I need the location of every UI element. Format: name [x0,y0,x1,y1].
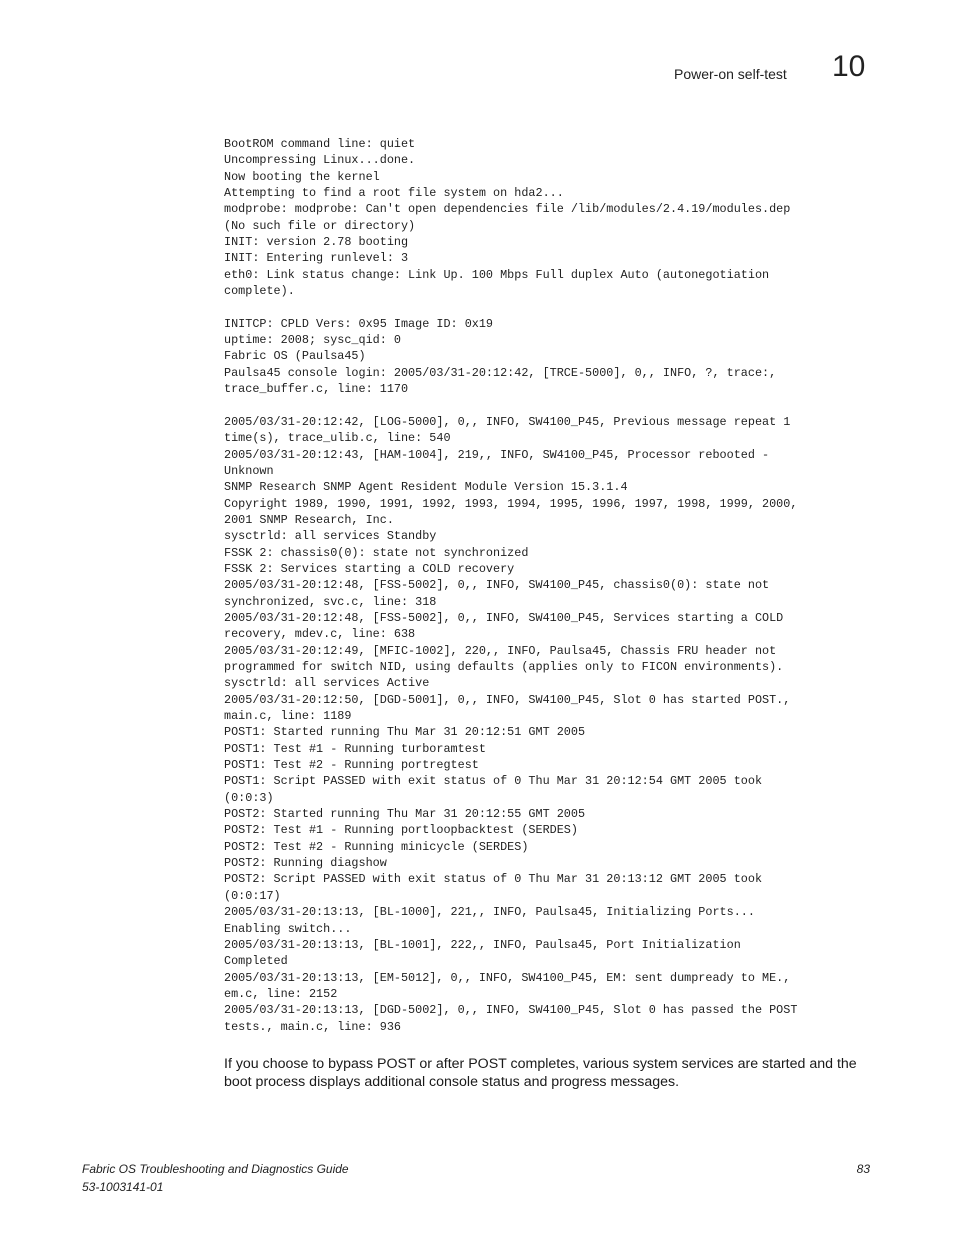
console-line: main.c, line: 1189 [224,709,352,724]
console-line: 2001 SNMP Research, Inc. [224,512,394,527]
console-line: 2005/03/31-20:12:48, [FSS-5002], 0,, INFO, SW4100_P45, chassis0(0): state not [224,578,770,593]
console-output [224,136,874,1035]
console-line: trace_buffer.c, line: 1170 [224,382,409,397]
console-line: tests., main.c, line: 936 [224,1019,401,1034]
console-line: em.c, line: 2152 [224,986,338,1001]
chapter-number: 10 [832,50,866,83]
console-line: programmed for switch NID, using defaults (applies only to FICON environments). [224,660,784,674]
console-line: POST2: Started running Thu Mar 31 20:12:55 GMT 2005 [224,807,586,822]
console-line [224,299,874,315]
console-line: synchronized, svc.c, line: 318 [224,594,437,609]
console-line: Copyright 1989, 1990, 1991, 1992, 1993, 1994, 1995, 1996, 1997, 1998, 1999, 2000, [224,496,798,511]
console-line: FSSK 2: Services starting a COLD recovery [224,561,515,576]
console-line: 2005/03/31-20:12:50, [DGD-5001], 0,, INFO, SW4100_P45, Slot 0 has started POST., [224,692,791,707]
console-line: 2005/03/31-20:12:49, [MFIC-1002], 220,, INFO, Paulsa45, Chassis FRU header not [224,643,777,658]
console-line: Now booting the kernel [224,169,380,184]
console-line: 2005/03/31-20:12:42, [LOG-5000], 0,, INFO, SW4100_P45, Previous message repeat 1 [224,414,791,429]
console-line: 2005/03/31-20:12:43, [HAM-1004], 219,, INFO, SW4100_P45, Processor rebooted - [224,447,770,462]
console-line: INIT: Entering runlevel: 3 [224,251,409,266]
console-line: (No such file or directory) [224,218,416,233]
console-line: Enabling switch... [224,921,352,936]
console-line: uptime: 2008; sysc_qid: 0 [224,333,401,348]
console-line: Fabric OS (Paulsa45) [224,349,366,364]
console-line: POST1: Test #2 - Running portregtest [224,758,479,773]
console-line: POST2: Test #2 - Running minicycle (SERDES) [224,839,529,854]
console-line: POST2: Script PASSED with exit status of 0 Thu Mar 31 20:13:12 GMT 2005 took [224,872,763,887]
console-line: 2005/03/31-20:13:13, [EM-5012], 0,, INFO, SW4100_P45, EM: sent dumpready to ME., [224,970,791,985]
console-line: complete). [224,284,295,299]
console-line: 2005/03/31-20:13:13, [DGD-5002], 0,, INFO, SW4100_P45, Slot 0 has passed the POST [224,1003,798,1018]
console-line: BootROM command line: quiet [224,137,416,151]
console-line: 2005/03/31-20:13:13, [BL-1001], 222,, INFO, Paulsa45, Port Initialization [224,937,741,952]
console-line: sysctrld: all services Active [224,676,430,691]
console-line [224,398,874,414]
console-line: POST1: Test #1 - Running turboramtest [224,741,486,756]
section-title: Power-on self-test [674,66,787,82]
console-line: Unknown [224,463,274,478]
console-line: recovery, mdev.c, line: 638 [224,627,416,642]
console-line: INIT: version 2.78 booting [224,235,409,250]
console-line: Paulsa45 console login: 2005/03/31-20:12:42, [TRCE-5000], 0,, INFO, ?, trace:, [224,365,777,380]
console-line: POST2: Running diagshow [224,856,387,871]
console-line: sysctrld: all services Standby [224,529,437,544]
console-line: Uncompressing Linux...done. [224,153,416,168]
console-line: FSSK 2: chassis0(0): state not synchronized [224,545,529,560]
console-line: (0:0:17) [224,888,281,903]
footer-page-number: 83 [856,1162,870,1176]
console-line: POST1: Started running Thu Mar 31 20:12:51 GMT 2005 [224,725,586,740]
console-line: Completed [224,954,288,969]
footer-doc-title: Fabric OS Troubleshooting and Diagnostics Guide [82,1162,349,1176]
footer-doc-number: 53-1003141-01 [82,1180,164,1194]
console-line: INITCP: CPLD Vers: 0x95 Image ID: 0x19 [224,316,494,331]
console-line: eth0: Link status change: Link Up. 100 Mbps Full duplex Auto (autonegotiation [224,267,770,282]
console-line: POST1: Script PASSED with exit status of 0 Thu Mar 31 20:12:54 GMT 2005 took [224,774,763,789]
console-line: POST2: Test #1 - Running portloopbacktest (SERDES) [224,823,578,838]
body-paragraph: If you choose to bypass POST or after POST completes, various system services are started and the boot process displays additional console status and progress messages. [224,1056,857,1090]
console-line: time(s), trace_ulib.c, line: 540 [224,431,451,446]
console-line: modprobe: modprobe: Can't open dependencies file /lib/modules/2.4.19/modules.dep [224,202,791,217]
console-line: 2005/03/31-20:12:48, [FSS-5002], 0,, INFO, SW4100_P45, Services starting a COLD [224,610,784,625]
console-line: 2005/03/31-20:13:13, [BL-1000], 221,, INFO, Paulsa45, Initializing Ports... [224,905,755,920]
console-line: (0:0:3) [224,790,274,805]
console-line: SNMP Research SNMP Agent Resident Module Version 15.3.1.4 [224,480,628,495]
console-line: Attempting to find a root file system on hda2... [224,186,564,201]
